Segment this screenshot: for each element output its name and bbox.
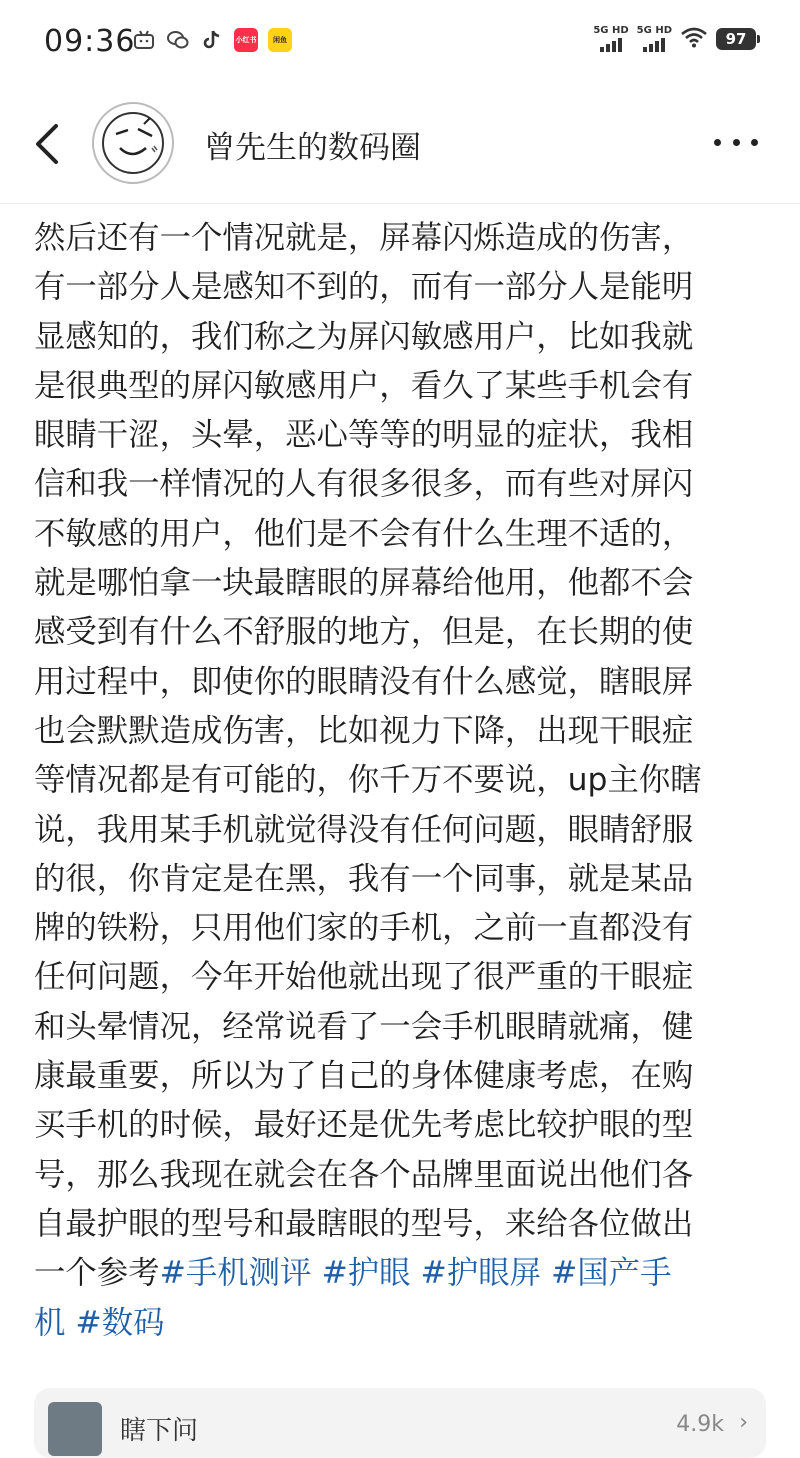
body-line: 信和我一样情况的人有很多很多，而有些对屏闪 xyxy=(34,466,694,503)
body-line: 不敏感的用户，他们是不会有什么生理不适的， xyxy=(34,515,694,552)
body-line: 就是哪怕拿一块最瞎眼的屏幕给他用，他都不会 xyxy=(34,565,694,602)
chevron-left-icon xyxy=(30,122,66,166)
body-line: 显感知的，我们称之为屏闪敏感用户，比如我就 xyxy=(34,318,694,355)
hashtag-link[interactable]: #数码 xyxy=(75,1304,165,1341)
signal-icon xyxy=(593,26,628,52)
back-button[interactable] xyxy=(30,122,66,166)
body-line: 和头晕情况，经常说看了一会手机眼睛就痛，健 xyxy=(34,1008,694,1045)
hashtag-link[interactable]: #国产手 xyxy=(550,1255,672,1292)
body-line: 任何问题，今年开始他就出现了很严重的干眼症 xyxy=(34,959,694,996)
system-icons xyxy=(593,26,756,52)
hashtag-link[interactable]: #护眼 xyxy=(321,1255,411,1292)
body-line: 也会默默造成伤害，比如视力下降，出现干眼症 xyxy=(34,712,694,749)
more-dot-icon xyxy=(714,139,721,146)
body-line: 号，那么我现在就会在各个品牌里面说出他们各 xyxy=(34,1156,694,1193)
related-card-meta: 4.9k xyxy=(676,1412,724,1437)
hashtag-link-continued[interactable]: 机 xyxy=(34,1304,66,1341)
wifi-icon xyxy=(680,26,708,52)
body-line: 是很典型的屏闪敏感用户，看久了某些手机会有 xyxy=(34,367,694,404)
bilibili-icon xyxy=(132,28,156,52)
channel-name[interactable]: 曾先生的数码圈 xyxy=(204,130,421,166)
body-line: 然后还有一个情况就是，屏幕闪烁造成的伤害， xyxy=(34,220,694,256)
notification-icons xyxy=(132,28,292,52)
body-line: 自最护眼的型号和最瞎眼的型号，来给各位做出 xyxy=(34,1205,694,1242)
post-body xyxy=(34,214,769,1348)
status-bar xyxy=(0,0,800,86)
more-dot-icon xyxy=(733,139,740,146)
signal-label: 5G HD xyxy=(636,25,672,36)
hashtag-link[interactable]: #手机测评 xyxy=(159,1255,312,1292)
related-card[interactable] xyxy=(34,1388,766,1458)
post-header xyxy=(0,96,800,204)
body-line-with-tags xyxy=(34,1249,769,1298)
body-line: 康最重要，所以为了自己的身体健康考虑，在购 xyxy=(34,1058,694,1095)
tiktok-icon xyxy=(200,28,224,52)
body-line: 牌的铁粉，只用他们家的手机，之前一直都没有 xyxy=(34,910,694,947)
chevron-right-icon: › xyxy=(739,1410,748,1435)
hashtag-link[interactable]: #护眼屏 xyxy=(420,1255,541,1292)
related-card-thumbnail xyxy=(48,1402,102,1456)
body-line: 用过程中，即使你的眼睛没有什么感觉，瞎眼屏 xyxy=(34,663,694,700)
body-line: 感受到有什么不舒服的地方，但是，在长期的使 xyxy=(34,614,694,651)
xiaohongshu-icon: 小红书 xyxy=(234,28,258,52)
body-line: 的很，你肯定是在黑，我有一个同事，就是某品 xyxy=(34,860,694,897)
body-line: 眼睛干涩，头晕，恶心等等的明显的症状，我相 xyxy=(34,417,694,454)
body-line-with-tags xyxy=(34,1299,769,1348)
body-line: 等情况都是有可能的，你千万不要说，up主你瞎 xyxy=(34,762,702,799)
signal-label: 5G HD xyxy=(593,25,629,36)
signal-icon xyxy=(637,26,672,52)
wechat-icon xyxy=(166,28,190,52)
body-line: 有一部分人是感知不到的，而有一部分人是能明 xyxy=(34,269,694,306)
more-dot-icon xyxy=(751,139,758,146)
more-button[interactable] xyxy=(714,132,758,152)
battery-icon: 97 xyxy=(716,28,756,50)
body-line: 买手机的时候，最好还是优先考虑比较护眼的型 xyxy=(34,1107,694,1144)
body-text: 一个参考 xyxy=(34,1255,160,1292)
status-time: 09:36 xyxy=(44,24,136,59)
related-card-title: 瞎下问 xyxy=(120,1416,199,1446)
body-line: 说，我用某手机就觉得没有任何问题，眼睛舒服 xyxy=(34,811,694,848)
avatar[interactable] xyxy=(92,102,174,184)
xianyu-icon: 闲鱼 xyxy=(268,28,292,52)
